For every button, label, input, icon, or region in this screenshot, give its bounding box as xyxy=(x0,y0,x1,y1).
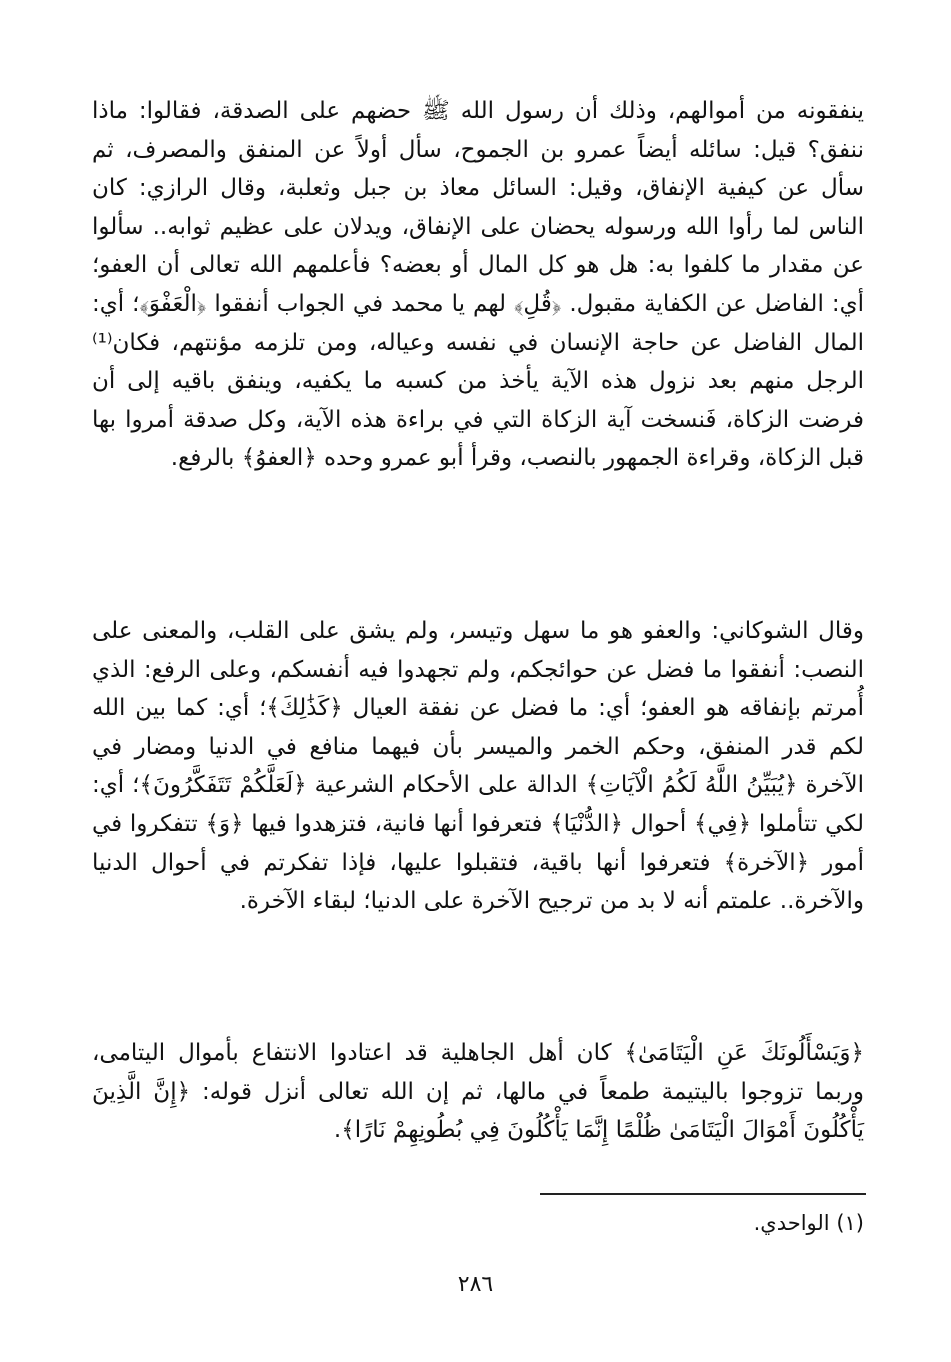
page-number: ٢٨٦ xyxy=(457,1272,494,1297)
footnote: (١) الواحدي. xyxy=(753,1211,864,1235)
paragraph-3: ﴿وَيَسْأَلُونَكَ عَنِ الْيَتَامَىٰ﴾ كان أهل الجاهلية قد اعتادوا الانتفاع بأموال اليتامى، وربما تزوجوا باليتيمة طمعاً في مالها، ثم إن الله تعالى أنزل قوله: ﴿إِنَّ الَّذِينَ يَأْكُلُونَ أَمْوَالَ الْيَتَامَىٰ ظُلْمًا إِنَّمَا يَأْكُلُونَ فِي بُطُونِهِمْ نَارًا﴾. xyxy=(92,1040,864,1144)
paragraph-1: ينفقونه من أموالهم، وذلك أن رسول الله ﷺ حضهم على الصدقة، فقالوا: ماذا ننفق؟ قيل: سائله أيضاً عمرو بن الجموح، سأل أولاً عن المنفق والمصرف، ثم سأل عن كيفية الإنفاق، وقيل: السائل معاذ بن جبل وثعلبة، وقال الرازي: كان الناس لما رأوا الله ورسوله يحضان على الإنفاق، ويدلان على عظيم ثوابه.. سألوا عن مقدار ما كلفوا به: هل هو كل المال أو بعضه؟ فأعلمهم الله تعالى أن العفو؛ أي: الفاضل عن الكفاية مقبول. ﴿قُلِ﴾ لهم يا محمد في الجواب أنفقوا ﴿الْعَفْوَ﴾؛ أي: المال الفاضل عن حاجة الإنسان في نفسه وعياله، ومن تلزمه مؤنتهم، فكان⁽¹⁾ الرجل منهم بعد نزول هذه الآية يأخذ من كسبه ما يكفيه، وينفق باقيه إلى أن فرضت الزكاة، فَنسخت آية الزكاة التي في براءة هذه الآية، وكل صدقة أمروا بها قبل الزكاة، وقراءة الجمهور بالنصب، وقرأ أبو عمرو وحده ﴿العفوُ﴾ بالرفع. xyxy=(92,98,864,472)
paragraph-2: وقال الشوكاني: والعفو هو ما سهل وتيسر، ولم يشق على القلب، والمعنى على النصب: أنفقوا ما فضل عن حوائجكم، ولم تجهدوا فيه أنفسكم، وعلى الرفع: الذي أُمرتم بإنفاقه هو العفو؛ أي: ما فضل عن نفقة العيال ﴿كَذَٰلِكَ﴾؛ أي: كما بين الله لكم قدر المنفق، وحكم الخمر والميسر بأن فيهما منافع في الدنيا ومضار في الآخرة ﴿يُبَيِّنُ اللَّهُ لَكُمُ الْآيَاتِ﴾ الدالة على الأحكام الشرعية ﴿لَعَلَّكُمْ تَتَفَكَّرُونَ﴾؛ أي: لكي تتأملوا ﴿فِي﴾ أحوال ﴿الدُّنْيَا﴾ فتعرفوا أنها فانية، فتزهدوا فيها ﴿وَ﴾ تتفكروا في أمور ﴿الآخرة﴾ فتعرفوا أنها باقية، فتقبلوا عليها، فإذا تفكرتم في أحوال الدنيا والآخرة.. علمتم أنه لا بد من ترجيح الآخرة على الدنيا؛ لبقاء الآخرة. xyxy=(92,618,864,915)
footnote-divider xyxy=(540,1193,866,1195)
